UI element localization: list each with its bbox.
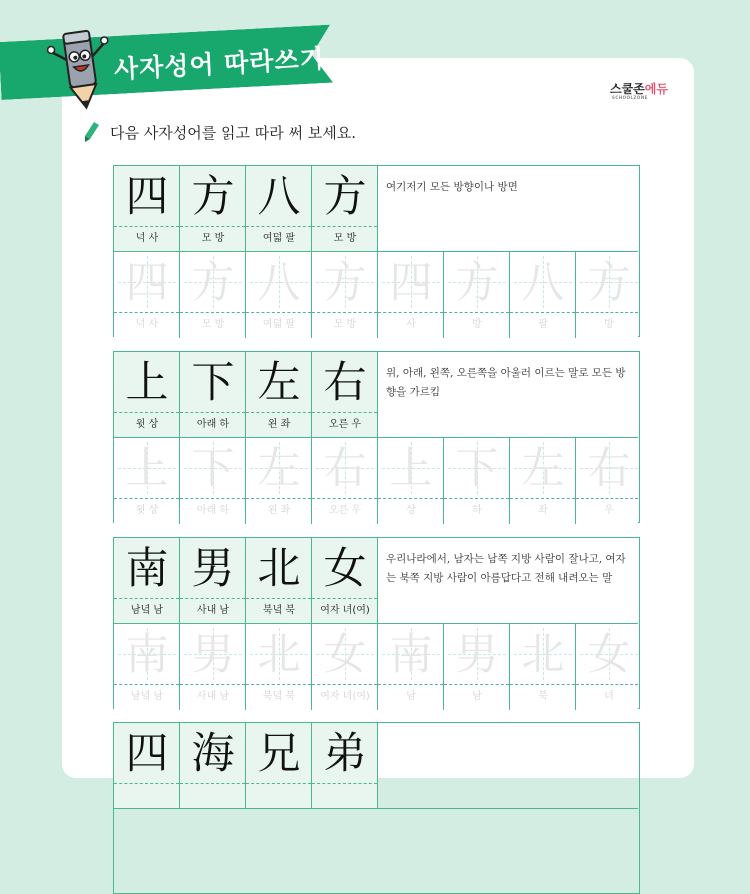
trace-character: 八 xyxy=(521,258,565,308)
trace-cell[interactable] xyxy=(180,624,246,710)
hanja-reading: 북녘 북 xyxy=(262,605,296,616)
trace-character: 四 xyxy=(389,258,433,308)
trace-cell[interactable] xyxy=(510,252,576,338)
trace-cell[interactable] xyxy=(312,624,378,710)
trace-cell[interactable] xyxy=(246,624,312,710)
hanja-character: 八 xyxy=(257,172,301,222)
hanja-character: 四 xyxy=(125,172,169,222)
hanja-character: 上 xyxy=(125,358,169,408)
trace-reading: 여자 녀(여) xyxy=(320,691,370,702)
hanja-model-cell xyxy=(246,166,312,252)
trace-cell[interactable] xyxy=(246,438,312,524)
hanja-reading: 사내 남 xyxy=(196,605,230,616)
trace-cell[interactable] xyxy=(114,252,180,338)
idiom-meaning: 우리나라에서, 남자는 남쪽 지방 사람이 잘나고, 여자는 북쪽 지방 사람이 아름답다고 전해 내려오는 말 xyxy=(378,538,638,624)
trace-reading: 팔 xyxy=(538,319,548,330)
idiom-meaning xyxy=(378,723,638,809)
trace-reading: 북 xyxy=(538,691,548,702)
trace-reading: 방 xyxy=(604,319,614,330)
pencil-mascot-icon xyxy=(50,26,112,112)
hanja-model-cell xyxy=(180,166,246,252)
trace-character: 南 xyxy=(125,630,169,680)
hanja-model-cell xyxy=(246,352,312,438)
trace-reading: 모 방 xyxy=(201,319,225,330)
hanja-reading: 오른 우 xyxy=(328,419,362,430)
trace-cell[interactable] xyxy=(576,252,638,338)
hanja-character: 女 xyxy=(323,544,367,594)
hanja-character: 方 xyxy=(323,172,367,222)
hanja-reading: 왼 좌 xyxy=(267,419,291,430)
trace-cell[interactable] xyxy=(180,438,246,524)
brand-logo xyxy=(610,80,668,100)
trace-character: 左 xyxy=(521,444,565,494)
hanja-model-cell xyxy=(114,352,180,438)
trace-cell[interactable] xyxy=(378,438,444,524)
trace-reading: 방 xyxy=(472,319,482,330)
hanja-character: 北 xyxy=(257,544,301,594)
trace-character: 女 xyxy=(323,630,367,680)
trace-cell[interactable] xyxy=(510,624,576,710)
trace-cell[interactable] xyxy=(576,624,638,710)
hanja-character: 下 xyxy=(191,358,235,408)
trace-character: 男 xyxy=(455,630,499,680)
hanja-reading: 여자 녀(여) xyxy=(320,605,370,616)
trace-character: 下 xyxy=(455,444,499,494)
trace-character: 南 xyxy=(389,630,433,680)
trace-character: 左 xyxy=(257,444,301,494)
idiom-meaning: 위, 아래, 왼쪽, 오른쪽을 아울러 이르는 말로 모든 방향을 가르킴 xyxy=(378,352,638,438)
trace-character: 四 xyxy=(125,258,169,308)
hanja-model-cell xyxy=(312,352,378,438)
hanja-character: 弟 xyxy=(323,729,367,779)
trace-reading: 우 xyxy=(604,505,614,516)
logo-main-text: 스쿨존 xyxy=(610,82,645,96)
trace-cell[interactable] xyxy=(444,624,510,710)
trace-character: 右 xyxy=(587,444,631,494)
idiom-meaning: 여기저기 모든 방향이나 방면 xyxy=(378,166,638,252)
idiom-block-4 xyxy=(113,722,640,894)
trace-reading: 하 xyxy=(472,505,482,516)
trace-cell[interactable] xyxy=(246,252,312,338)
trace-cell[interactable] xyxy=(378,624,444,710)
idiom-block-1 xyxy=(113,165,640,337)
trace-character: 方 xyxy=(587,258,631,308)
trace-character: 下 xyxy=(191,444,235,494)
instruction-text: 다음 사자성어를 읽고 따라 써 보세요. xyxy=(110,124,356,142)
trace-reading: 남 xyxy=(472,691,482,702)
idiom-block-3 xyxy=(113,537,640,709)
hanja-model-cell xyxy=(312,723,378,809)
trace-reading: 아래 하 xyxy=(196,505,230,516)
trace-cell[interactable] xyxy=(180,252,246,338)
hanja-model-cell xyxy=(114,538,180,624)
trace-reading: 여덟 팔 xyxy=(262,319,296,330)
hanja-model-cell xyxy=(246,723,312,809)
hanja-model-cell xyxy=(312,538,378,624)
trace-reading: 윗 상 xyxy=(135,505,159,516)
logo-sub-text: SCHOOLZONE xyxy=(612,95,648,100)
hanja-character: 四 xyxy=(125,729,169,779)
trace-cell[interactable] xyxy=(312,438,378,524)
hanja-reading: 아래 하 xyxy=(196,419,230,430)
trace-reading: 좌 xyxy=(538,505,548,516)
hanja-character: 海 xyxy=(191,729,235,779)
idiom-block-2 xyxy=(113,351,640,523)
hanja-character: 男 xyxy=(191,544,235,594)
hanja-model-cell xyxy=(114,166,180,252)
trace-reading: 왼 좌 xyxy=(267,505,291,516)
trace-cell[interactable] xyxy=(444,438,510,524)
hanja-character: 兄 xyxy=(257,729,301,779)
hanja-reading: 남녘 남 xyxy=(130,605,164,616)
hanja-model-cell xyxy=(180,352,246,438)
trace-reading: 오른 우 xyxy=(328,505,362,516)
trace-character: 方 xyxy=(455,258,499,308)
trace-reading: 상 xyxy=(406,505,416,516)
trace-reading: 남 xyxy=(406,691,416,702)
trace-cell[interactable] xyxy=(510,438,576,524)
trace-cell[interactable] xyxy=(114,438,180,524)
hanja-model-cell xyxy=(114,723,180,809)
pencil-icon xyxy=(84,122,100,142)
trace-reading: 북녘 북 xyxy=(262,691,296,702)
page-title: 사자성어 따라쓰기 xyxy=(113,43,326,84)
trace-character: 上 xyxy=(125,444,169,494)
hanja-reading: 모 방 xyxy=(333,233,357,244)
trace-reading: 사 xyxy=(406,319,416,330)
trace-cell[interactable] xyxy=(444,252,510,338)
hanja-model-cell xyxy=(180,538,246,624)
hanja-character: 方 xyxy=(191,172,235,222)
trace-character: 方 xyxy=(191,258,235,308)
trace-character: 八 xyxy=(257,258,301,308)
trace-character: 男 xyxy=(191,630,235,680)
hanja-character: 左 xyxy=(257,358,301,408)
trace-reading: 사내 남 xyxy=(196,691,230,702)
trace-cell[interactable] xyxy=(378,252,444,338)
hanja-model-cell xyxy=(180,723,246,809)
hanja-reading: 윗 상 xyxy=(135,419,159,430)
trace-character: 北 xyxy=(521,630,565,680)
trace-character: 北 xyxy=(257,630,301,680)
hanja-model-cell xyxy=(312,166,378,252)
hanja-reading: 넉 사 xyxy=(135,233,159,244)
hanja-reading: 모 방 xyxy=(201,233,225,244)
trace-cell[interactable] xyxy=(576,438,638,524)
trace-character: 右 xyxy=(323,444,367,494)
hanja-reading: 여덟 팔 xyxy=(262,233,296,244)
trace-reading: 모 방 xyxy=(333,319,357,330)
trace-reading: 남녘 남 xyxy=(130,691,164,702)
trace-cell[interactable] xyxy=(312,252,378,338)
trace-cell[interactable] xyxy=(114,624,180,710)
trace-reading: 넉 사 xyxy=(135,319,159,330)
hanja-character: 南 xyxy=(125,544,169,594)
trace-character: 方 xyxy=(323,258,367,308)
logo-edu-text: 에듀 xyxy=(644,82,668,96)
trace-reading: 녀 xyxy=(604,691,614,702)
hanja-model-cell xyxy=(246,538,312,624)
trace-character: 上 xyxy=(389,444,433,494)
trace-character: 女 xyxy=(587,630,631,680)
hanja-character: 右 xyxy=(323,358,367,408)
